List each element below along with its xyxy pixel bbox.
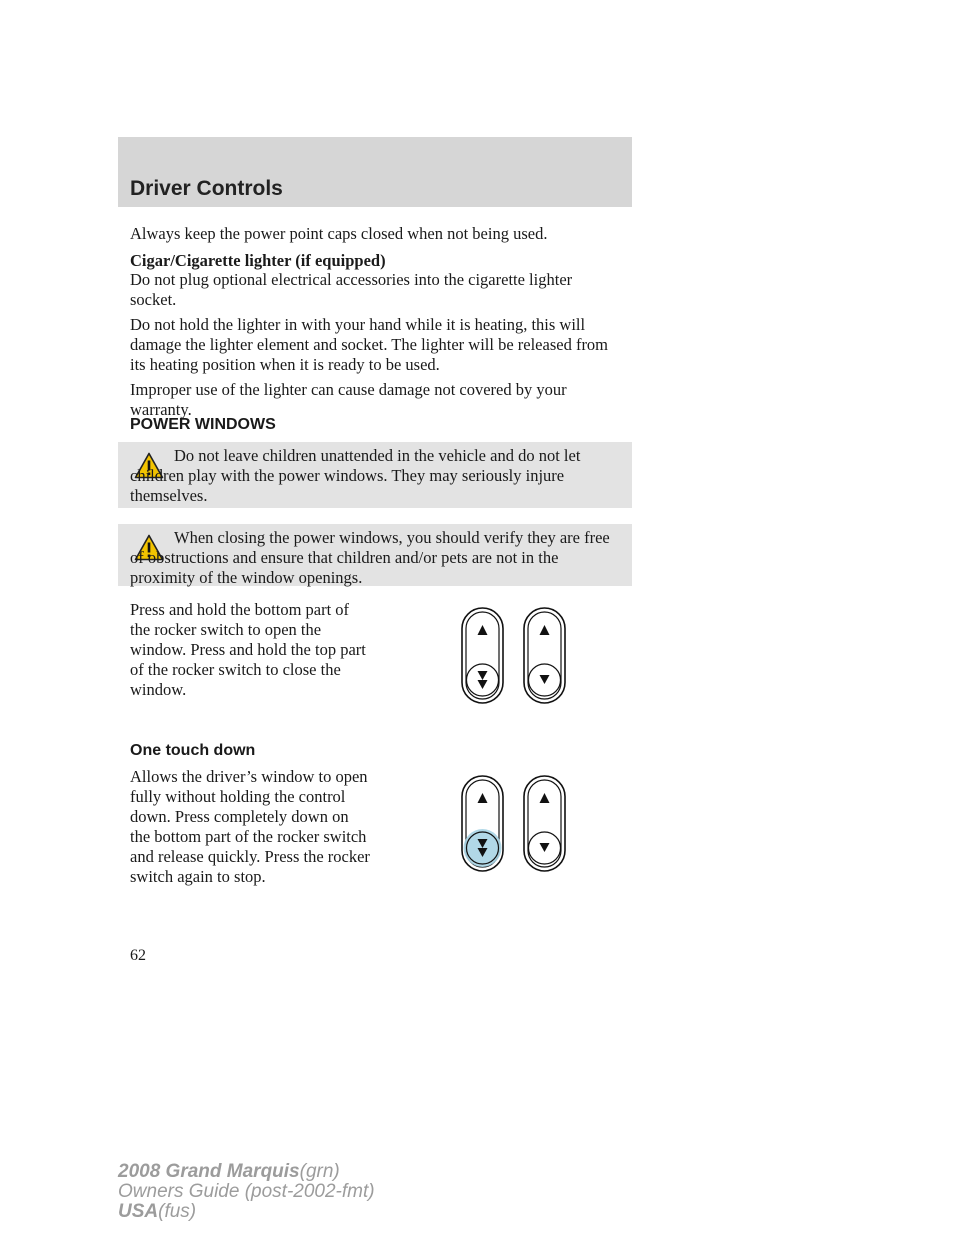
driver-rocker-switch-highlighted-icon	[462, 776, 503, 871]
warning-text-children: Do not leave children unattended in the vehicle and do not let children play with the power windows. They may seriously injure themselves.	[130, 446, 581, 505]
paragraph-rocker-line-4: of the rocker switch to close the	[130, 660, 341, 679]
warning-box-children	[118, 442, 632, 508]
footer-market-code: (fus)	[158, 1201, 197, 1222]
heading-one-touch-down: One touch down	[130, 742, 256, 759]
footer-line-3	[118, 1202, 375, 1222]
footer-line-1	[118, 1162, 375, 1182]
warning-box-obstructions	[118, 524, 632, 586]
passenger-rocker-switch-icon	[524, 776, 565, 871]
warning-text-obstructions: When closing the power windows, you should verify they are free of obstructions and ensure that children and/or pets are not in the proximity of the window openings.	[130, 528, 610, 587]
heading-power-windows: POWER WINDOWS	[130, 416, 276, 433]
paragraph-rocker-line-2: the rocker switch to open the	[130, 620, 322, 639]
paragraph-lighter-3-line-2: warranty.	[130, 400, 192, 419]
footer-model-code: (grn)	[299, 1161, 340, 1182]
paragraph-onetouch-line-4: the bottom part of the rocker switch	[130, 827, 367, 846]
footer-document-info	[118, 1162, 375, 1222]
paragraph-onetouch-line-2: fully without holding the control	[130, 787, 346, 806]
footer-model: 2008 Grand Marquis	[118, 1161, 300, 1182]
paragraph-caps: Always keep the power point caps closed when not being used.	[130, 224, 548, 243]
paragraph-rocker-line-1: Press and hold the bottom part of	[130, 600, 350, 619]
paragraph-lighter-2-line-3: its heating position when it is ready to be used.	[130, 355, 440, 374]
page-section-title: Driver Controls	[130, 177, 283, 200]
paragraph-lighter-2-line-2: damage the lighter element and socket. The lighter will be released from	[130, 335, 609, 354]
rocker-switch-figure-one-touch	[456, 772, 574, 874]
footer-market: USA	[118, 1201, 159, 1222]
passenger-rocker-switch-icon	[524, 608, 565, 703]
paragraph-lighter-1-line-2: socket.	[130, 290, 177, 309]
page-number: 62	[130, 947, 146, 964]
heading-lighter: Cigar/Cigarette lighter (if equipped)	[130, 251, 386, 270]
rocker-switch-figure	[456, 604, 574, 706]
paragraph-lighter-1-line-1: Do not plug optional electrical accessories into the cigarette lighter	[130, 270, 573, 289]
footer-line-2: Owners Guide (post-2002-fmt)	[118, 1181, 375, 1202]
paragraph-onetouch-line-1: Allows the driver’s window to open	[130, 767, 368, 786]
paragraph-onetouch-line-3: down. Press completely down on	[130, 807, 349, 826]
driver-rocker-switch-icon	[462, 608, 503, 703]
paragraph-onetouch-line-6: switch again to stop.	[130, 867, 266, 886]
paragraph-rocker-line-5: window.	[130, 680, 187, 699]
paragraph-rocker-line-3: window. Press and hold the top part	[130, 640, 366, 659]
paragraph-lighter-3-line-1: Improper use of the lighter can cause damage not covered by your	[130, 380, 567, 399]
paragraph-onetouch-line-5: and release quickly. Press the rocker	[130, 847, 370, 866]
paragraph-lighter-2-line-1: Do not hold the lighter in with your hand while it is heating, this will	[130, 315, 586, 334]
